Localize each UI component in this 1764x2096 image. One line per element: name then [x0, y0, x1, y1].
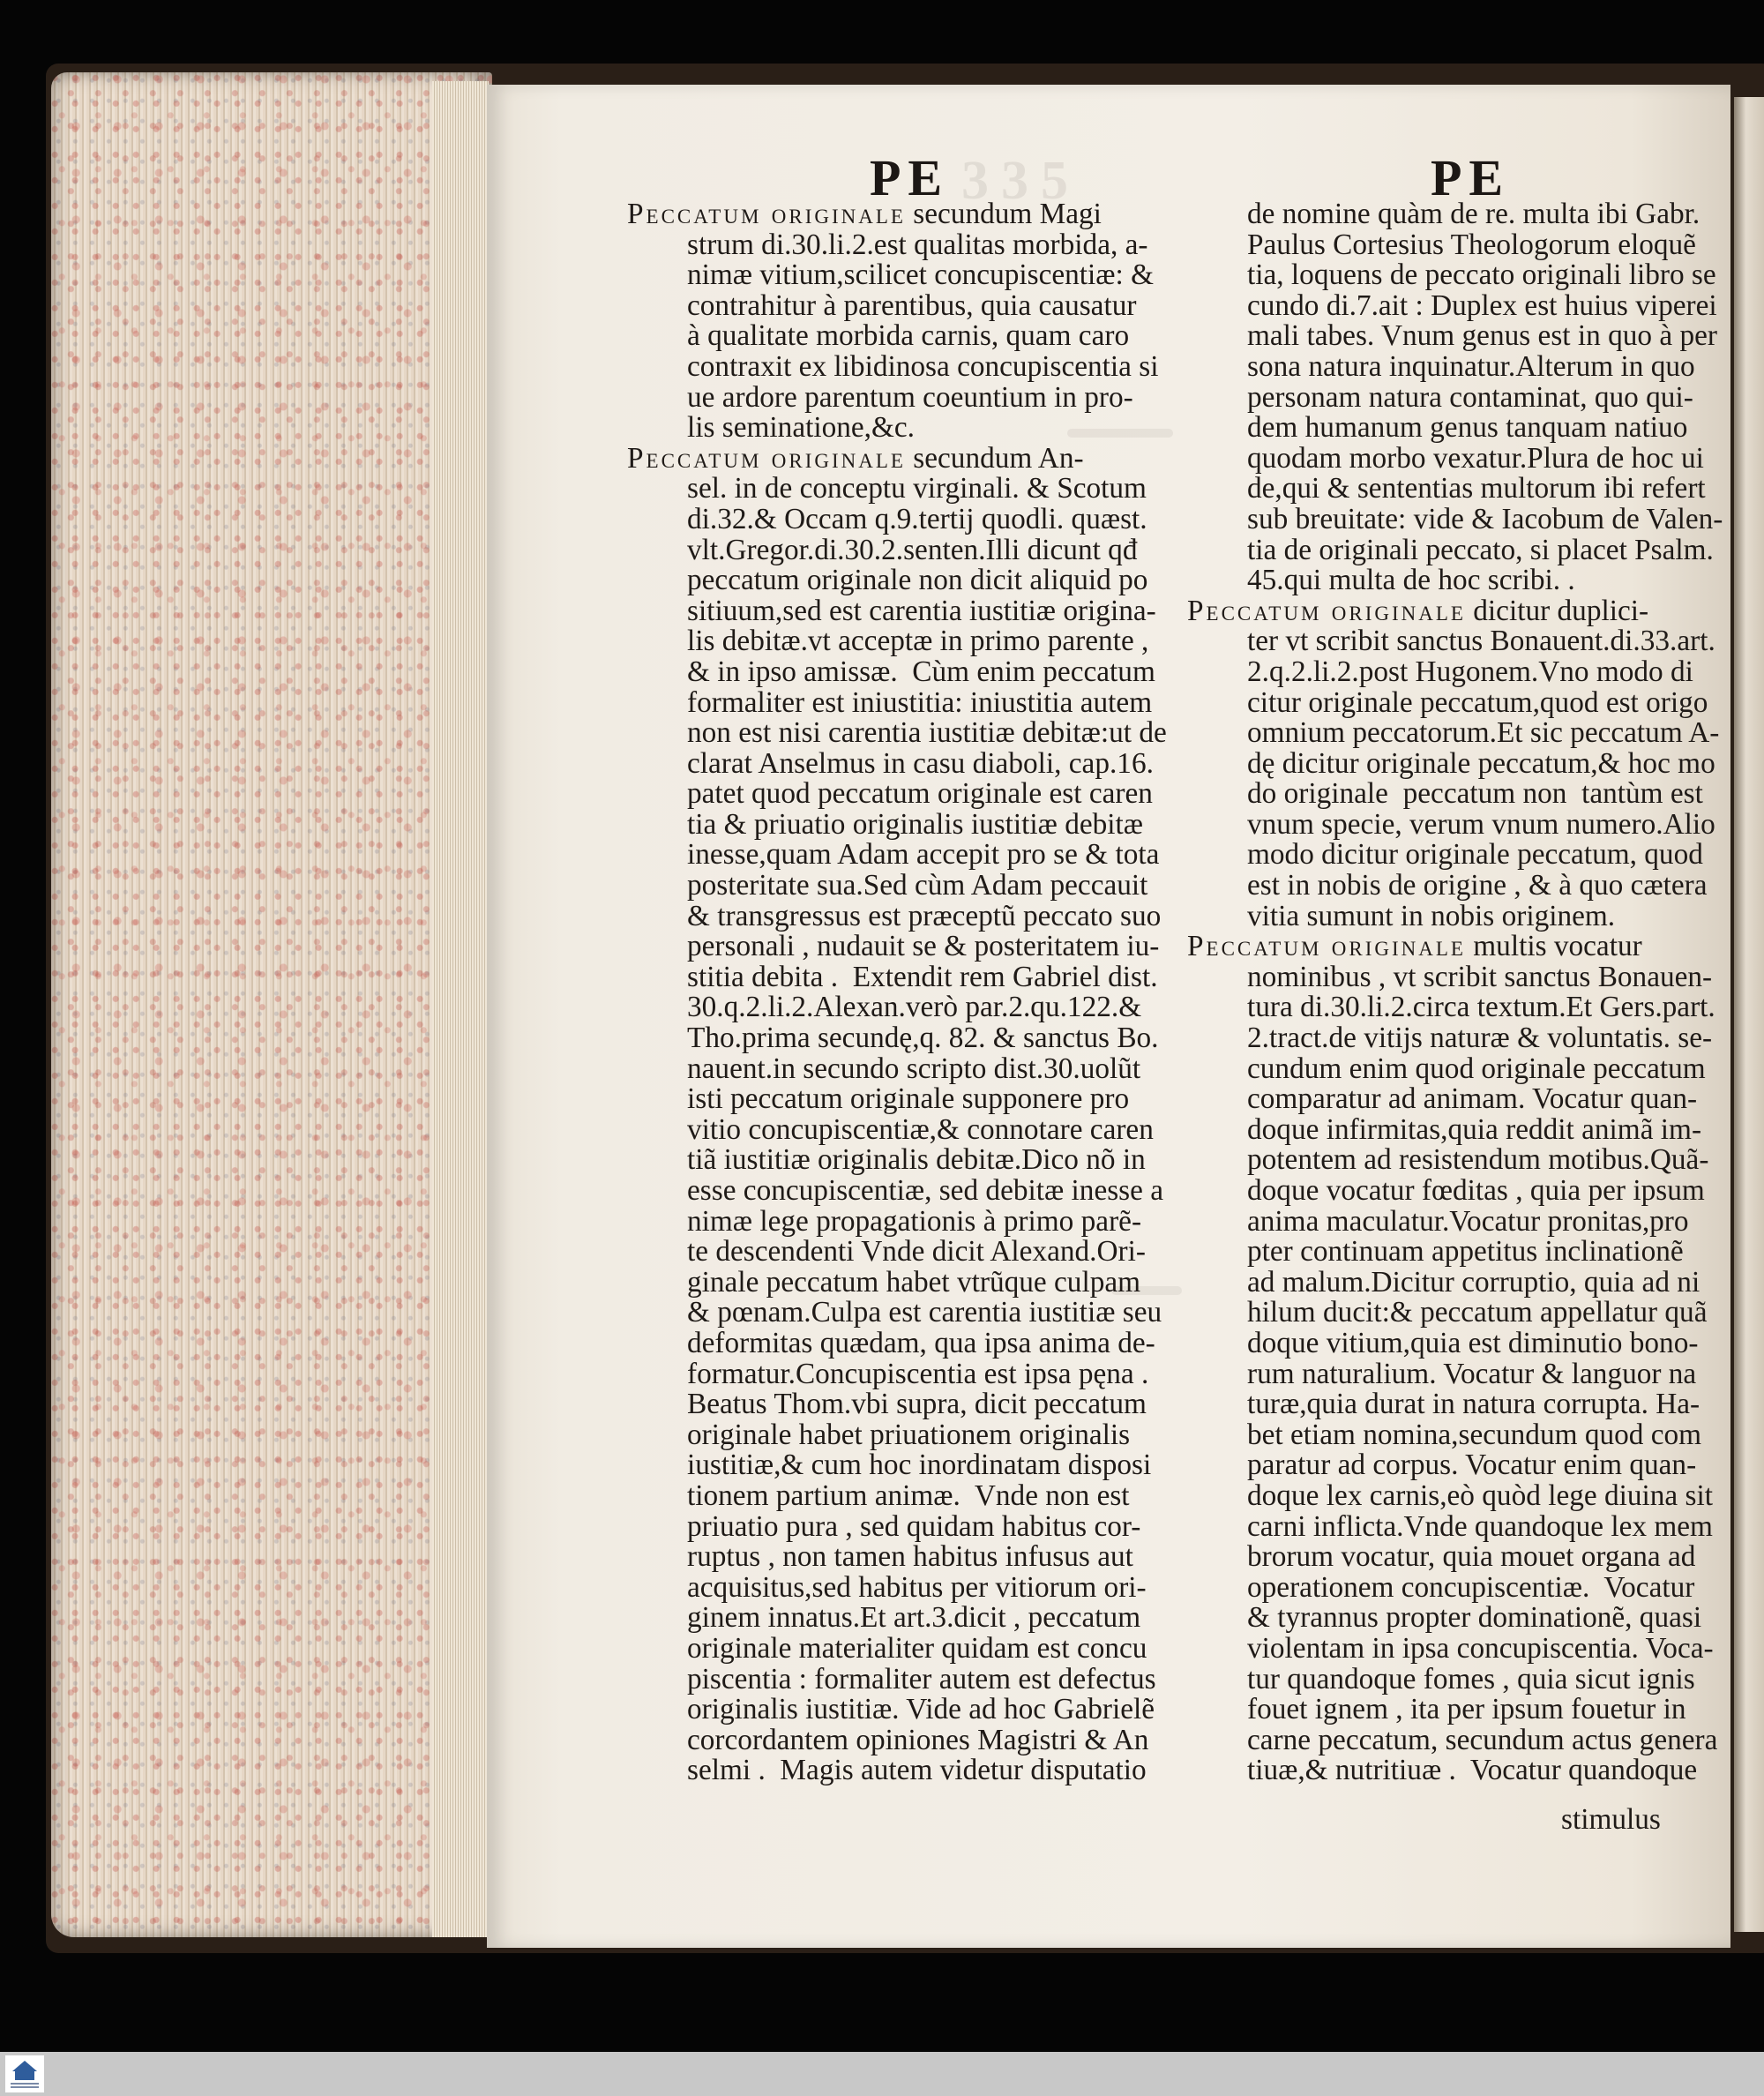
- library-logo-icon: [5, 2055, 44, 2092]
- text-line: & in ipso amissæ. Cùm enim peccatum: [687, 655, 1155, 688]
- show-through-header: 335: [961, 151, 1080, 211]
- text-column-left: [627, 198, 1177, 1787]
- text-line: nimæ lege propagationis à primo parẽ-: [687, 1204, 1142, 1238]
- text-line: 30.q.2.li.2.Alexan.verò par.2.qu.122.&: [687, 991, 1142, 1024]
- text-line: cundo di.7.ait : Duplex est huius viperei: [1247, 288, 1717, 322]
- text-line: vlt.Gregor.di.30.2.senten.Illi dicunt qđ: [687, 533, 1138, 566]
- entry-first-line: [627, 199, 1177, 230]
- text-line: vnum specie, verum vnum numero.Alio: [1247, 807, 1715, 841]
- text-line: cundum enim quod originale peccatum: [1247, 1052, 1706, 1085]
- text-line: à qualitate morbida carnis, quam caro: [687, 319, 1130, 353]
- text-line: corcordantem opiniones Magistri & An: [687, 1723, 1149, 1756]
- text-line: & transgressus est præceptũ peccato suo: [687, 899, 1162, 932]
- text-line: vitio concupiscentiæ,& connotare caren: [687, 1112, 1154, 1146]
- text-line: quodam morbo vexatur.Plura de hoc ui: [1247, 441, 1704, 475]
- text-line: de,qui & sententias multorum ibi refert: [1247, 472, 1706, 505]
- sprinkled-fore-edge: [51, 72, 492, 1937]
- text-line: strum di.30.li.2.est qualitas morbida, a-: [687, 228, 1148, 261]
- text-line: dem humanum genus tanquam natiuo: [1247, 411, 1688, 445]
- text-line: tiã iustitiæ originalis debitæ.Dico nõ in: [687, 1143, 1146, 1177]
- text-line: anima maculatur.Vocatur pronitas,pro: [1247, 1204, 1689, 1238]
- text-line: formatur.Concupiscentia est ipsa pęna .: [687, 1357, 1149, 1390]
- text-line: ter vt scribit sanctus Bonauent.di.33.art.: [1247, 625, 1715, 658]
- text-line: inesse,quam Adam accepit pro se & tota: [687, 838, 1160, 872]
- text-line: isti peccatum originale supponere pro: [687, 1082, 1130, 1116]
- entry-first-line: [1187, 596, 1738, 627]
- text-line: di.32.& Occam q.9.tertij quodli. quæst.: [687, 502, 1147, 535]
- scan-bottom-strip: [0, 2052, 1764, 2096]
- text-line: brorum vocatur, quia mouet organa ad: [1247, 1540, 1696, 1574]
- text-line: est in nobis de origine , & à quo cætera: [1247, 869, 1708, 902]
- text-line: 2.q.2.li.2.post Hugonem.Vno modo di: [1247, 655, 1693, 688]
- text-line: vitia sumunt in nobis originem.: [1247, 899, 1616, 932]
- text-line: turæ,quia durat in natura corrupta. Ha-: [1247, 1388, 1700, 1421]
- entry-lemma: Peccatum originale: [1187, 594, 1466, 627]
- text-line: doque lex carnis,eò quòd lege diuina sit: [1247, 1478, 1713, 1512]
- entry-text: secundum An-: [905, 441, 1084, 475]
- text-line: ruptus , non tamen habitus infusus aut: [687, 1540, 1133, 1574]
- facing-page-edge: [1734, 97, 1764, 1932]
- text-line: doque vitium,quia est diminutio bono-: [1247, 1326, 1699, 1359]
- text-line: te descendenti Vnde dicit Alexand.Ori-: [687, 1235, 1146, 1269]
- text-line: rum naturalium. Vocatur & languor na: [1247, 1357, 1697, 1390]
- text-line: originale materialiter quidam est concu: [687, 1631, 1147, 1665]
- text-line: contrahitur à parentibus, quia causatur: [687, 288, 1137, 322]
- text-line: nimæ vitium,scilicet concupiscentiæ: &: [687, 258, 1154, 292]
- running-head-right: PE: [1431, 149, 1511, 206]
- text-line: nauent.in secundo scripto dist.30.uolũt: [687, 1052, 1141, 1085]
- text-line: tia, loquens de peccato originali libro se: [1247, 258, 1716, 292]
- text-line: selmi . Magis autem videtur disputatio: [687, 1754, 1147, 1787]
- text-line: posteritate sua.Sed cùm Adam peccauit: [687, 869, 1148, 902]
- entry-first-line: [1187, 932, 1738, 962]
- text-line: sitiuum,sed est carentia iustitiæ origina-: [687, 594, 1156, 627]
- text-line: deformitas quædam, qua ipsa anima de-: [687, 1326, 1155, 1359]
- text-line: peccatum originale non dicit aliquid po: [687, 564, 1148, 597]
- text-line: mali tabes. Vnum genus est in quo à per: [1247, 319, 1717, 353]
- text-line: ad malum.Dicitur corruptio, quia ad ni: [1247, 1265, 1700, 1299]
- text-line: personam natura contaminat, quo qui-: [1247, 380, 1693, 414]
- entry-lemma: Peccatum originale: [627, 441, 906, 475]
- text-line: pter continuam appetitus inclinationẽ: [1247, 1235, 1684, 1269]
- text-line: ginem innatus.Et art.3.dicit , peccatum: [687, 1601, 1141, 1635]
- text-line: paratur ad corpus. Vocatur enim quan-: [1247, 1448, 1697, 1482]
- catchword: stimulus: [1561, 1803, 1661, 1836]
- text-line: iustitiæ,& cum hoc inordinatam disposi: [687, 1448, 1152, 1482]
- text-line: tur quandoque fomes , quia sicut ignis: [1247, 1662, 1695, 1696]
- text-line: originalis iustitiæ. Vide ad hoc Gabrielẽ: [687, 1693, 1155, 1726]
- text-line: acquisitus,sed habitus per vitiorum ori-: [687, 1570, 1147, 1604]
- text-line: nominibus , vt scribit sanctus Bonauen-: [1247, 960, 1713, 993]
- text-line: sel. in de conceptu virginali. & Scotum: [687, 472, 1147, 505]
- text-line: originale habet priuationem originalis: [687, 1418, 1131, 1451]
- text-line: Beatus Thom.vbi supra, dicit peccatum: [687, 1388, 1147, 1421]
- text-line: de nomine quàm de re. multa ibi Gabr.: [1247, 198, 1700, 230]
- text-line: & tyrannus propter dominationẽ, quasi: [1247, 1601, 1702, 1635]
- text-line: piscentia : formaliter autem est defectus: [687, 1662, 1156, 1696]
- text-line: hilum ducit:& peccatum appellatur quã: [1247, 1296, 1708, 1329]
- text-line: lis debitæ.vt acceptæ in primo parente ,: [687, 625, 1149, 658]
- text-line: operationem concupiscentiæ. Vocatur: [1247, 1570, 1695, 1604]
- text-line: dę dicitur originale peccatum,& hoc mo: [1247, 746, 1715, 780]
- entry-lemma: Peccatum originale: [627, 198, 906, 230]
- running-head-left: PE: [870, 149, 950, 206]
- entry-lemma: Peccatum originale: [1187, 930, 1466, 963]
- text-line: personali , nudauit se & posteritatem iu-: [687, 930, 1160, 963]
- text-line: tia & priuatio originalis iustitiæ debitæ: [687, 807, 1143, 841]
- text-line: patet quod peccatum originale est caren: [687, 777, 1153, 811]
- library-logo: [5, 2055, 44, 2092]
- text-line: lis seminatione,&c.: [687, 411, 916, 445]
- text-line: tiuæ,& nutritiuæ . Vocatur quandoque: [1247, 1754, 1698, 1787]
- text-line: carni inflicta.Vnde quandoque lex mem: [1247, 1509, 1713, 1543]
- text-line: fouet ignem , ita per ipsum fouetur in: [1247, 1693, 1686, 1726]
- text-line: sub breuitate: vide & Iacobum de Valen-: [1247, 502, 1723, 535]
- text-line: Tho.prima secundę,q. 82. & sanctus Bo.: [687, 1022, 1159, 1055]
- text-line: carne peccatum, secundum actus genera: [1247, 1723, 1718, 1756]
- entry-text: multis vocatur: [1465, 930, 1642, 963]
- text-line: ue ardore parentum coeuntium in pro-: [687, 380, 1133, 414]
- text-line: esse concupiscentiæ, sed debitæ inesse a: [687, 1174, 1164, 1207]
- text-line: tionem partium animæ. Vnde non est: [687, 1478, 1130, 1512]
- text-line: tura di.30.li.2.circa textum.Et Gers.part.: [1247, 991, 1715, 1024]
- text-line: ginale peccatum habet vtrũque culpam: [687, 1265, 1141, 1299]
- text-line: omnium peccatorum.Et sic peccatum A-: [1247, 716, 1720, 750]
- text-line: stitia debita . Extendit rem Gabriel dist.: [687, 960, 1158, 993]
- text-line: contraxit ex libidinosa concupiscentia si: [687, 349, 1159, 383]
- text-line: priuatio pura , sed quidam habitus cor-: [687, 1509, 1141, 1543]
- text-line: bet etiam nomina,secundum quod com: [1247, 1418, 1702, 1451]
- text-line: potentem ad resistendum motibus.Quã-: [1247, 1143, 1709, 1177]
- text-line: formaliter est iniustitia: iniustitia autem: [687, 685, 1153, 719]
- entry-text: secundum Magi: [905, 198, 1102, 230]
- text-line: tia de originali peccato, si placet Psalm.: [1247, 533, 1714, 566]
- page-block-edge: [432, 81, 489, 1937]
- text-column-right: [1187, 198, 1738, 1787]
- text-line: Paulus Cortesius Theologorum eloquẽ: [1247, 228, 1696, 261]
- text-line: violentam in ipsa concupiscentia. Voca-: [1247, 1631, 1714, 1665]
- text-line: non est nisi carentia iustitiæ debitæ:ut de: [687, 716, 1167, 750]
- text-line: doque infirmitas,quia reddit animã im-: [1247, 1112, 1702, 1146]
- text-line: modo dicitur originale peccatum, quod: [1247, 838, 1703, 872]
- text-line: & pœnam.Culpa est carentia iustitiæ seu: [687, 1296, 1162, 1329]
- text-line: do originale peccatum non tantùm est: [1247, 777, 1703, 811]
- text-line: doque vocatur fœditas , quia per ipsum: [1247, 1174, 1705, 1207]
- entry-first-line: [627, 441, 1177, 475]
- text-line: clarat Anselmus in casu diaboli, cap.16.: [687, 746, 1154, 780]
- text-line: comparatur ad animam. Vocatur quan-: [1247, 1082, 1698, 1116]
- text-line: 45.qui multa de hoc scribi. .: [1247, 564, 1575, 597]
- text-line: citur originale peccatum,quod est origo: [1247, 685, 1708, 719]
- text-line: sona natura inquinatur.Alterum in quo: [1247, 349, 1695, 383]
- entry-text: dicitur duplici-: [1465, 594, 1649, 627]
- text-line: 2.tract.de vitijs naturæ & voluntatis. se-: [1247, 1022, 1713, 1055]
